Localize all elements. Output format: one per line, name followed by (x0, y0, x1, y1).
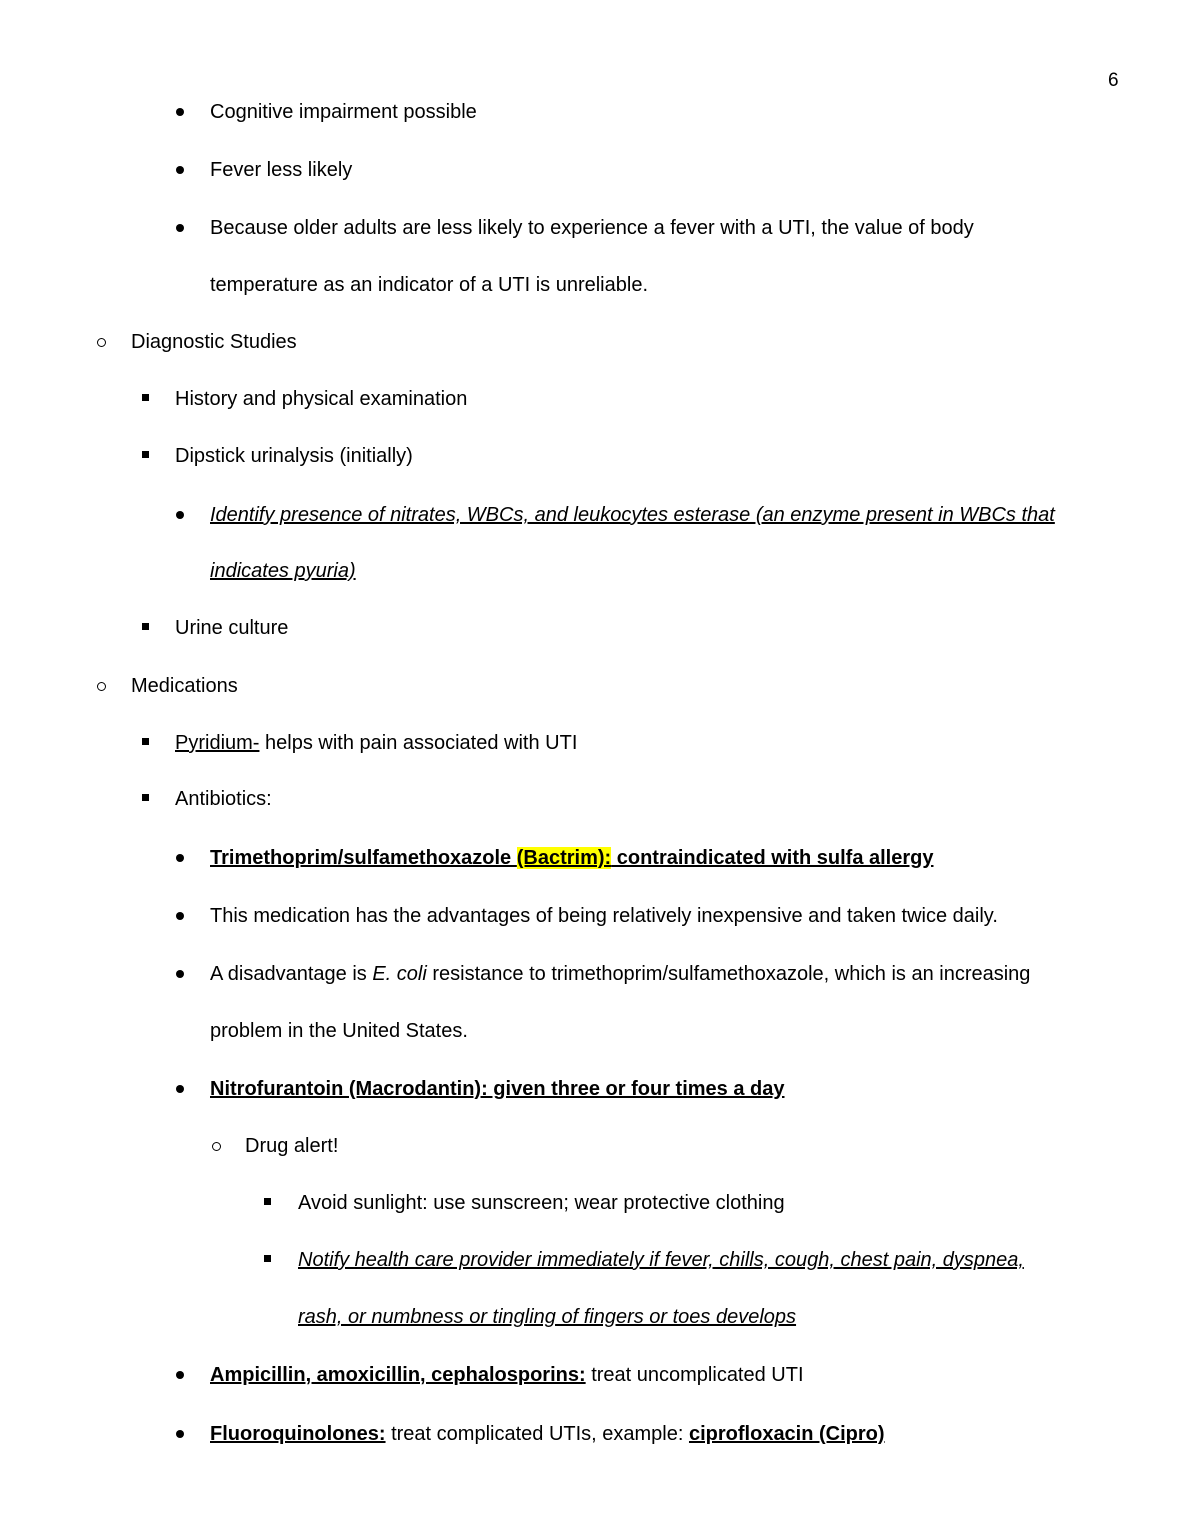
drug-name: Trimethoprim/sulfamethoxazole (210, 847, 517, 869)
list-item-continuation: rash, or numbness or tingling of fingers or toes develops (298, 1306, 797, 1328)
bullet-dot (176, 854, 184, 862)
bullet-square (264, 1255, 271, 1262)
pyridium-text: Pyridium- (175, 732, 260, 754)
bullet-dot (176, 1085, 184, 1093)
list-item: Cognitive impairment possible (210, 101, 477, 123)
list-item: Antibiotics: (175, 788, 272, 810)
list-item-text: treat complicated UTIs, example: (385, 1423, 689, 1445)
bullet-dot (176, 1430, 184, 1438)
highlighted-text: (Bactrim): (516, 847, 612, 869)
list-item-text: resistance to trimethoprim/sulfamethoxazole, which is an increasing (426, 963, 1031, 985)
list-item (175, 730, 577, 756)
bullet-dot (176, 511, 184, 519)
list-item: Notify health care provider immediately if fever, chills, cough, chest pain, dyspnea, (298, 1249, 1024, 1271)
page-number: 6 (1108, 70, 1119, 91)
list-item: Avoid sunlight: use sunscreen; wear protective clothing (298, 1192, 785, 1214)
bullet-square (142, 794, 149, 801)
section-heading: Medications (131, 675, 238, 697)
list-item: Nitrofurantoin (Macrodantin): given three or four times a day (210, 1078, 785, 1100)
list-item: Dipstick urinalysis (initially) (175, 445, 413, 467)
bullet-square (142, 623, 149, 630)
bullet-dot (176, 108, 184, 116)
list-item-continuation: problem in the United States. (210, 1020, 468, 1042)
list-item: Urine culture (175, 617, 289, 639)
list-item-continuation: temperature as an indicator of a UTI is unreliable. (210, 274, 648, 296)
list-item-continuation: indicates pyuria) (210, 560, 356, 582)
list-item-text: A disadvantage is (210, 963, 373, 985)
bullet-dot (176, 912, 184, 920)
drug-example: ciprofloxacin (Cipro) (688, 1423, 885, 1445)
list-item: Identify presence of nitrates, WBCs, and leukocytes esterase (an enzyme present in WBCs that (210, 504, 1055, 526)
section-heading: Diagnostic Studies (131, 331, 297, 353)
bullet-dot (176, 166, 184, 174)
bullet-square (264, 1198, 271, 1205)
list-item (210, 845, 933, 871)
bullet-square (142, 738, 149, 745)
list-item (210, 961, 1030, 987)
list-item: History and physical examination (175, 388, 468, 410)
list-item-text: helps with pain associated with UTI (259, 732, 578, 754)
list-item: Fever less likely (210, 159, 353, 181)
list-item: This medication has the advantages of being relatively inexpensive and taken twice daily. (210, 905, 998, 927)
list-item: Drug alert! (245, 1135, 339, 1157)
list-item (210, 1362, 804, 1388)
bullet-dot (176, 224, 184, 232)
list-item-text: treat uncomplicated UTI (585, 1364, 804, 1386)
italic-term: E. coli (372, 963, 427, 985)
bullet-dot (176, 970, 184, 978)
bullet-square (142, 394, 149, 401)
drug-class: Fluoroquinolones: (210, 1423, 386, 1445)
bullet-circle (97, 682, 106, 691)
list-item: Because older adults are less likely to experience a fever with a UTI, the value of body (210, 217, 974, 239)
bullet-dot (176, 1371, 184, 1379)
drug-note: contraindicated with sulfa allergy (611, 847, 934, 869)
list-item (210, 1421, 885, 1447)
bullet-circle (212, 1142, 221, 1151)
bullet-square (142, 451, 149, 458)
drug-class: Ampicillin, amoxicillin, cephalosporins: (210, 1364, 586, 1386)
bullet-circle (97, 338, 106, 347)
